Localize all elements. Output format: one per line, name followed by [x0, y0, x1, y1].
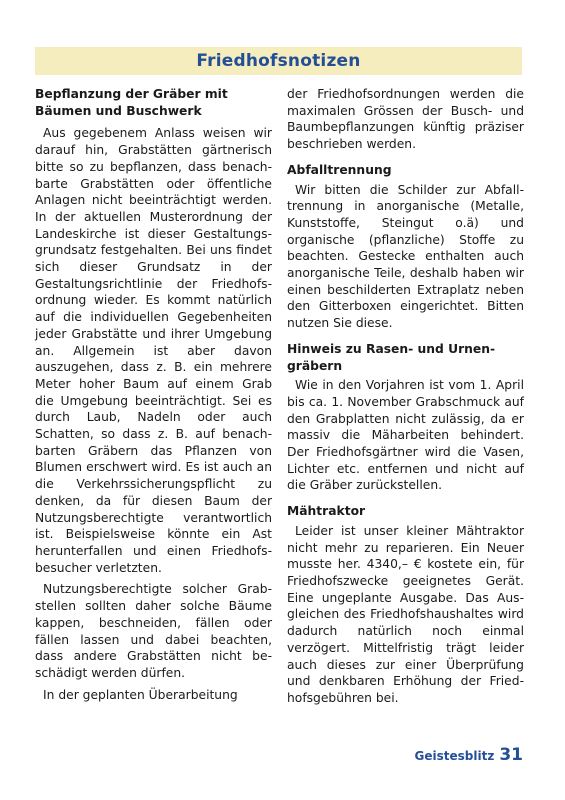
paragraph-bepflanzung-2: Nutzungsberechtigte solcher Grabstellen sollten daher solche Bäume kappen, beschneiden, fällen oder fällen lassen und dabei beachten, dass andere Grabstätten nicht beschädigt werden dürfen.: [35, 582, 272, 680]
left-column: [35, 86, 272, 703]
section-heading-bepflanzung: Bepflanzung der Gräber mit Bäumen und Buschwerk: [35, 87, 228, 118]
section-heading-maehtraktor: Mähtraktor: [287, 504, 366, 519]
title-banner: [35, 47, 522, 75]
paragraph-abfalltrennung: Wir bitten die Schilder zur Abfalltrennung in anorganische (Metalle, Kunststoffe, Steingut o.ä) und organische (pflanzliche) Stoffe zu beachten. Gestecke enthalten auch anorganische Teile, deshalb haben wir einen beschilderten Extraplatz neben den Gitterboxen eingerichtet. Bitten nutzen Sie diese.: [287, 182, 524, 331]
paragraph-rasengraeber: Wie in den Vorjahren ist vom 1. April bis ca. 1. November Grabschmuck auf den Grabplatten nicht zulässig, da er massiv die Mäharbeiten behindert. Der Friedhofsgärtner wird die Vasen, Lichter etc. entfernen und nicht auf die Gräber zurückstellen.: [287, 378, 524, 493]
paragraph-bepflanzung-1: Aus gegebenem Anlass weisen wir darauf hin, Grabstätten gärtnerisch bitte so zu bepflanzen, dass benachbarte Grabstätten oder öffentliche Anlagen nicht beeinträchtigt werden. In der aktuellen Musterordnung der Landeskirche ist dieser Gestaltungsgrundsatz festgehalten. Bei uns findet sich dieser Grundsatz in der Gestaltungsrichtlinie der Friedhofsordnung wieder. Es kommt natürlich auf die individuellen Gegebenheiten jeder Grabstätte und ihrer Umgebung an. Allgemein ist aber davon auszugehen, dass z. B. ein mehrere Meter hoher Baum auf einem Grab die Umgebung beeinträchtigt. Sei es durch Laub, Nadeln oder auch Schatten, so dass z. B. auf benachbarten Gräbern das Pflanzen von Blumen erschwert wird. Es ist auch an die Verkehrssicherungspflicht zu denken, da für diesen Baum der Nutzungsberechtigte verantwortlich ist. Beispielsweise könnte ein Ast herunterfallen und einen Friedhofsbesucher verletzten.: [35, 126, 272, 575]
paragraph-maehtraktor: Leider ist unser kleiner Mähtraktor nicht mehr zu reparieren. Ein Neuer musste her. 4340,– € kostete ein, für Friedhofszwecke geeignetes Gerät. Eine ungeplante Ausgabe. Das Ausgleichen des Friedhofshaushaltes wird dadurch natürlich noch einmal verzögert. Mittelfristig trägt leider auch dieses zur einer Überprüfung und denkbaren Erhöhung der Friedhofsgebühren bei.: [287, 523, 524, 705]
magazine-name: Geistesblitz: [414, 749, 495, 763]
right-column: [287, 86, 524, 707]
paragraph-bepflanzung-3: In der geplanten Überarbeitung: [43, 687, 238, 702]
section-heading-rasengraeber: Hinweis zu Rasen- und Urnengräbern: [287, 341, 496, 373]
page-title: Friedhofsnotizen: [196, 51, 361, 71]
paragraph-continuation: der Friedhofsordnungen werden die maximalen Grössen der Busch- und Baumbepflanzungen künftig präziser beschrieben werden.: [287, 87, 524, 152]
page-footer: [415, 745, 523, 765]
page-number: 31: [499, 745, 523, 765]
section-heading-abfalltrennung: Abfalltrennung: [287, 162, 392, 177]
